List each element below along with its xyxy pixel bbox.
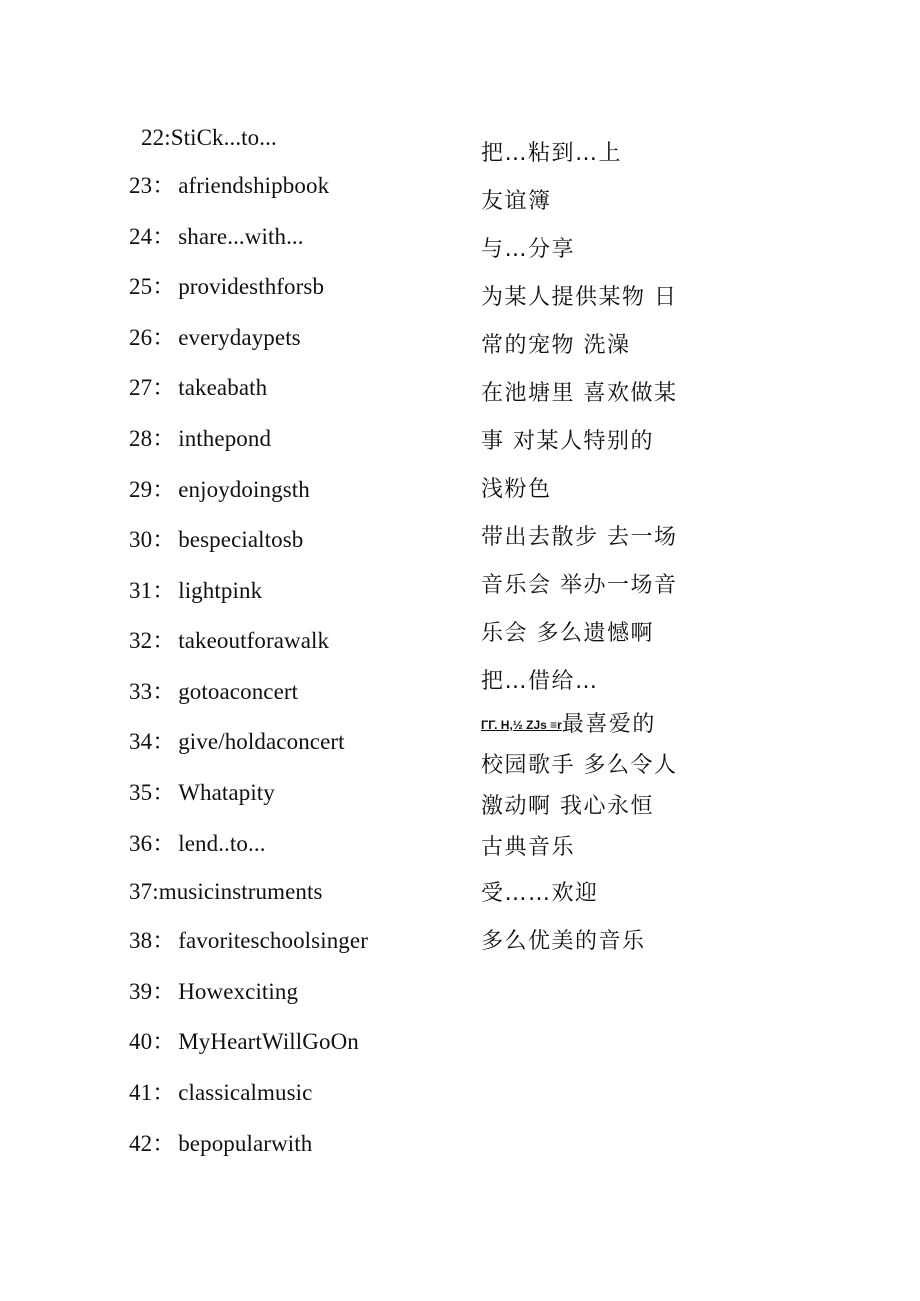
item-phrase: Whatapity: [178, 780, 275, 805]
vocab-item-40: [129, 1028, 359, 1056]
item-phrase: give/holdaconcert: [178, 729, 345, 754]
item-number: 23: [129, 173, 153, 198]
translation-line: 激动啊 我心永恒: [481, 794, 654, 819]
item-separator: ：: [152, 979, 176, 1004]
vocab-item-42: [129, 1130, 312, 1158]
item-number: 26: [129, 325, 153, 350]
vocab-item-33: [129, 678, 298, 706]
item-phrase: musicinstruments: [158, 879, 323, 904]
vocab-item-28: [129, 425, 271, 453]
vocab-item-34: [129, 728, 345, 756]
item-separator: ：: [152, 578, 176, 603]
item-phrase: afriendshipbook: [178, 173, 330, 198]
item-separator: ：: [152, 831, 176, 856]
item-separator: ：: [152, 1080, 176, 1105]
item-separator: ：: [152, 426, 176, 451]
item-phrase: enjoydoingsth: [178, 477, 310, 502]
translation-line: 乐会 多么遗憾啊: [481, 621, 654, 646]
translation-line: 古典音乐: [481, 835, 576, 860]
vocab-item-31: [129, 577, 262, 605]
translation-line: 在池塘里 喜欢做某: [481, 381, 678, 406]
item-phrase: StiCk...to...: [170, 125, 277, 150]
item-number: 30: [129, 527, 153, 552]
vocab-item-38: [129, 927, 368, 955]
item-number: 33: [129, 679, 153, 704]
vocab-item-29: [129, 476, 310, 504]
item-number: 36: [129, 831, 153, 856]
item-number: 42: [129, 1131, 153, 1156]
item-phrase: lend..to...: [178, 831, 266, 856]
translation-line: 事 对某人特别的: [481, 429, 654, 454]
item-phrase: everydaypets: [178, 325, 301, 350]
item-number: 28: [129, 426, 153, 451]
garbled-text: ΓΓ. H,½ ZJs ≡r: [481, 718, 562, 732]
item-number: 37: [129, 879, 153, 904]
item-separator: :: [164, 125, 171, 150]
item-phrase: gotoaconcert: [178, 679, 299, 704]
item-number: 34: [129, 729, 153, 754]
item-number: 24: [129, 224, 153, 249]
item-number: 41: [129, 1080, 153, 1105]
item-number: 38: [129, 928, 153, 953]
translation-line: 音乐会 举办一场音: [481, 573, 678, 598]
item-phrase: bepopularwith: [178, 1131, 313, 1156]
item-phrase: inthepond: [178, 426, 272, 451]
translation-line: 友谊簿: [481, 189, 552, 214]
item-phrase: bespecialtosb: [178, 527, 304, 552]
vocab-item-39: [129, 978, 298, 1006]
item-separator: ：: [152, 729, 176, 754]
item-separator: ：: [152, 780, 176, 805]
item-number: 40: [129, 1029, 153, 1054]
translation-line: 为某人提供某物 日: [481, 285, 678, 310]
item-separator: ：: [152, 928, 176, 953]
translation-line: 多么优美的音乐: [481, 929, 646, 954]
vocab-item-41: [129, 1079, 312, 1107]
vocab-item-27: [129, 374, 267, 402]
item-number: 29: [129, 477, 153, 502]
translation-line: 常的宠物 洗澡: [481, 333, 631, 358]
item-separator: ：: [152, 679, 176, 704]
item-phrase: favoriteschoolsinger: [178, 928, 368, 953]
item-number: 22: [141, 125, 165, 150]
item-separator: ：: [152, 628, 176, 653]
item-phrase: classicalmusic: [178, 1080, 313, 1105]
vocab-item-36: [129, 830, 266, 858]
item-separator: ：: [152, 1131, 176, 1156]
translation-line: 受……欢迎: [481, 881, 599, 906]
item-separator: ：: [152, 173, 176, 198]
item-separator: ：: [152, 477, 176, 502]
item-number: 31: [129, 578, 153, 603]
vocab-item-25: [129, 273, 324, 301]
vocab-item-37: [129, 878, 323, 906]
translation-line: 校园歌手 多么令人: [481, 753, 678, 778]
item-phrase: takeoutforawalk: [178, 628, 330, 653]
vocab-item-26: [129, 324, 301, 352]
item-separator: ：: [152, 375, 176, 400]
translation-line: 带出去散步 去一场: [481, 525, 678, 550]
vocab-item-22: [141, 124, 277, 152]
translation-line: 与…分享: [481, 237, 576, 262]
item-separator: :: [152, 879, 159, 904]
vocab-item-30: [129, 526, 303, 554]
item-separator: ：: [152, 274, 176, 299]
item-phrase: Howexciting: [178, 979, 299, 1004]
translation-line: 把…借给…: [481, 669, 599, 694]
item-number: 32: [129, 628, 153, 653]
item-separator: ：: [152, 325, 176, 350]
item-phrase: MyHeartWillGoOn: [178, 1029, 359, 1054]
item-number: 39: [129, 979, 153, 1004]
translation-text: 最喜爱的: [561, 712, 656, 737]
translation-line-with-garbled-prefix: [481, 711, 656, 739]
item-phrase: lightpink: [178, 578, 263, 603]
vocab-item-35: [129, 779, 275, 807]
item-phrase: providesthforsb: [178, 274, 325, 299]
item-number: 25: [129, 274, 153, 299]
translation-line: 把…粘到…上: [481, 141, 623, 166]
item-separator: ：: [152, 527, 176, 552]
vocab-item-24: [129, 223, 304, 251]
item-separator: ：: [152, 224, 176, 249]
item-number: 27: [129, 375, 153, 400]
item-number: 35: [129, 780, 153, 805]
vocab-item-23: [129, 172, 329, 200]
translation-line: 浅粉色: [481, 477, 552, 502]
item-separator: ：: [152, 1029, 176, 1054]
item-phrase: share...with...: [178, 224, 304, 249]
vocab-item-32: [129, 627, 329, 655]
item-phrase: takeabath: [178, 375, 268, 400]
